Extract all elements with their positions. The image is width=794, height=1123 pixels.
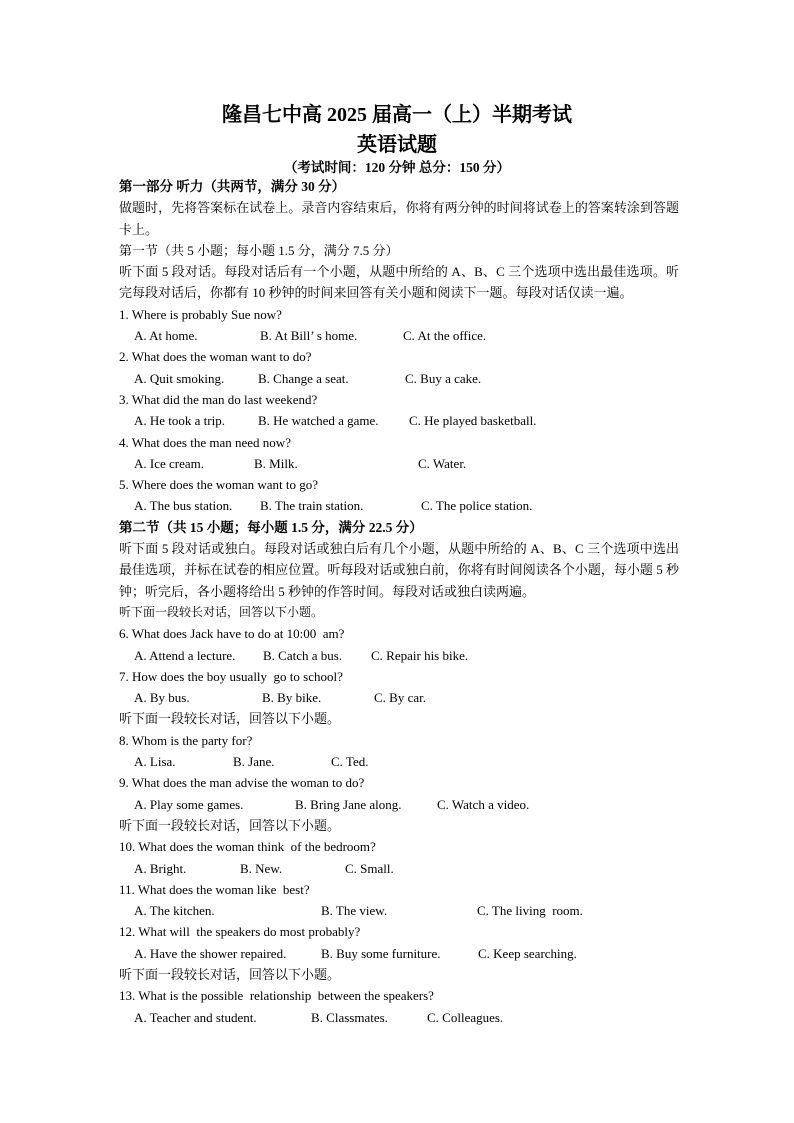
question-10: 10. What does the woman think of the bedroom? xyxy=(119,839,376,855)
option-c: C. He played basketball. xyxy=(409,413,537,429)
option-b: B. Classmates. xyxy=(311,1009,388,1025)
question-5: 5. Where does the woman want to go? xyxy=(119,477,319,493)
option-c: C. Watch a video. xyxy=(437,796,530,812)
option-b: B. Buy some furniture. xyxy=(321,945,441,961)
option-a: A. Lisa. xyxy=(134,754,176,770)
option-a: A. Have the shower repaired. xyxy=(134,945,287,961)
option-b: B. Catch a bus. xyxy=(263,647,343,663)
question-13: 13. What is the possible relationship between the speakers? xyxy=(119,988,434,1004)
dialogue-instruction: 听下面一段较长对话，回答以下小题。 xyxy=(119,966,341,982)
question-5-options xyxy=(119,495,679,516)
option-c: C. Colleagues. xyxy=(427,1009,504,1025)
option-a: A. Attend a lecture. xyxy=(134,647,236,663)
exam-content xyxy=(119,176,679,1028)
question-11: 11. What does the woman like best? xyxy=(119,881,310,897)
option-b: B. Jane. xyxy=(233,754,275,770)
option-b: B. By bike. xyxy=(262,690,322,706)
option-b: B. New. xyxy=(240,860,283,876)
dialogue-instruction: 听下面一段较长对话，回答以下小题。 xyxy=(119,711,341,727)
question-9-options xyxy=(119,794,679,815)
exam-info: （考试时间：120 分钟 总分：150 分） xyxy=(283,160,511,175)
option-a: A. Teacher and student. xyxy=(134,1009,257,1025)
option-a: A. The bus station. xyxy=(134,498,233,514)
option-b: B. The view. xyxy=(321,903,388,919)
option-b: B. The train station. xyxy=(260,498,364,514)
question-4: 4. What does the man need now? xyxy=(119,434,291,450)
question-9: 9. What does the man advise the woman to do? xyxy=(119,775,365,791)
question-8: 8. Whom is the party for? xyxy=(119,732,253,748)
option-b: B. At Bill’ s home. xyxy=(260,328,358,344)
option-a: A. He took a trip. xyxy=(134,413,225,429)
question-7-options xyxy=(119,687,679,708)
exam-subtitle: 英语试题 xyxy=(357,134,437,156)
option-a: A. At home. xyxy=(134,328,198,344)
section2-heading: 第二节（共 15 小题；每小题 1.5 分，满分 22.5 分） xyxy=(119,519,423,535)
question-13-options xyxy=(119,1007,679,1028)
dialogue-instruction: 听下面一段较长对话，回答以下小题。 xyxy=(119,604,324,619)
question-6: 6. What does Jack have to do at 10:00 am? xyxy=(119,626,345,642)
option-b: B. Bring Jane along. xyxy=(295,796,402,812)
option-b: B. Change a seat. xyxy=(258,370,349,386)
question-6-options xyxy=(119,645,679,666)
option-c: C. Ted. xyxy=(331,754,369,770)
exam-title: 隆昌七中高 2025 届高一（上）半期考试 xyxy=(222,104,572,126)
option-c: C. By car. xyxy=(374,690,426,706)
question-2-options xyxy=(119,368,679,389)
question-2: 2. What does the woman want to do? xyxy=(119,349,312,365)
question-12: 12. What will the speakers do most probably? xyxy=(119,924,361,940)
question-12-options xyxy=(119,943,679,964)
option-a: A. The kitchen. xyxy=(134,903,215,919)
option-b: B. Milk. xyxy=(254,455,298,471)
option-a: A. By bus. xyxy=(134,690,190,706)
question-3: 3. What did the man do last weekend? xyxy=(119,391,318,407)
option-c: C. Keep searching. xyxy=(478,945,577,961)
option-c: C. Water. xyxy=(418,455,467,471)
part1-heading: 第一部分 听力（共两节，满分 30 分） xyxy=(119,179,346,194)
option-a: A. Ice cream. xyxy=(134,455,205,471)
question-8-options xyxy=(119,751,679,772)
question-1: 1. Where is probably Sue now? xyxy=(119,306,282,322)
question-11-options xyxy=(119,900,679,921)
section1-heading: 第一节（共 5 小题；每小题 1.5 分，满分 7.5 分） xyxy=(119,242,399,258)
question-1-options xyxy=(119,325,679,346)
option-a: A. Play some games. xyxy=(134,796,244,812)
option-b: B. He watched a game. xyxy=(258,413,379,429)
question-3-options xyxy=(119,410,679,431)
option-a: A. Bright. xyxy=(134,860,187,876)
question-7: 7. How does the boy usually go to school? xyxy=(119,668,343,684)
dialogue-instruction: 听下面一段较长对话，回答以下小题。 xyxy=(119,817,341,833)
option-c: C. The living room. xyxy=(477,903,583,919)
option-c: C. Buy a cake. xyxy=(405,370,482,386)
part1-intro: 做题时，先将答案标在试卷上。录音内容结束后，你将有两分钟的时间将试卷上的答案转涂到答题卡上。 xyxy=(119,200,679,237)
option-c: C. Repair his bike. xyxy=(371,647,469,663)
question-4-options xyxy=(119,453,679,474)
section1-intro: 听下面 5 段对话。每段对话后有一个小题，从题中所给的 A、B、C 三个选项中选出最佳选项。听完每段对话后，你都有 10 秒钟的时间来回答有关小题和阅读下一题。每段对话仅读一遍。 xyxy=(119,264,679,301)
option-a: A. Quit smoking. xyxy=(134,370,225,386)
option-c: C. The police station. xyxy=(421,498,533,514)
option-c: C. At the office. xyxy=(403,328,487,344)
question-10-options xyxy=(119,858,679,879)
option-c: C. Small. xyxy=(345,860,394,876)
section2-intro: 听下面 5 段对话或独白。每段对话或独白后有几个小题，从题中所给的 A、B、C 三个选项中选出最佳选项，并标在试卷的相应位置。听每段对话或独白前，你将有时间阅读各个小题，每小题 5 秒钟；听完后，各小题将给出 5 秒钟的作答时间。每段对话或独白读两遍。 xyxy=(119,541,679,599)
